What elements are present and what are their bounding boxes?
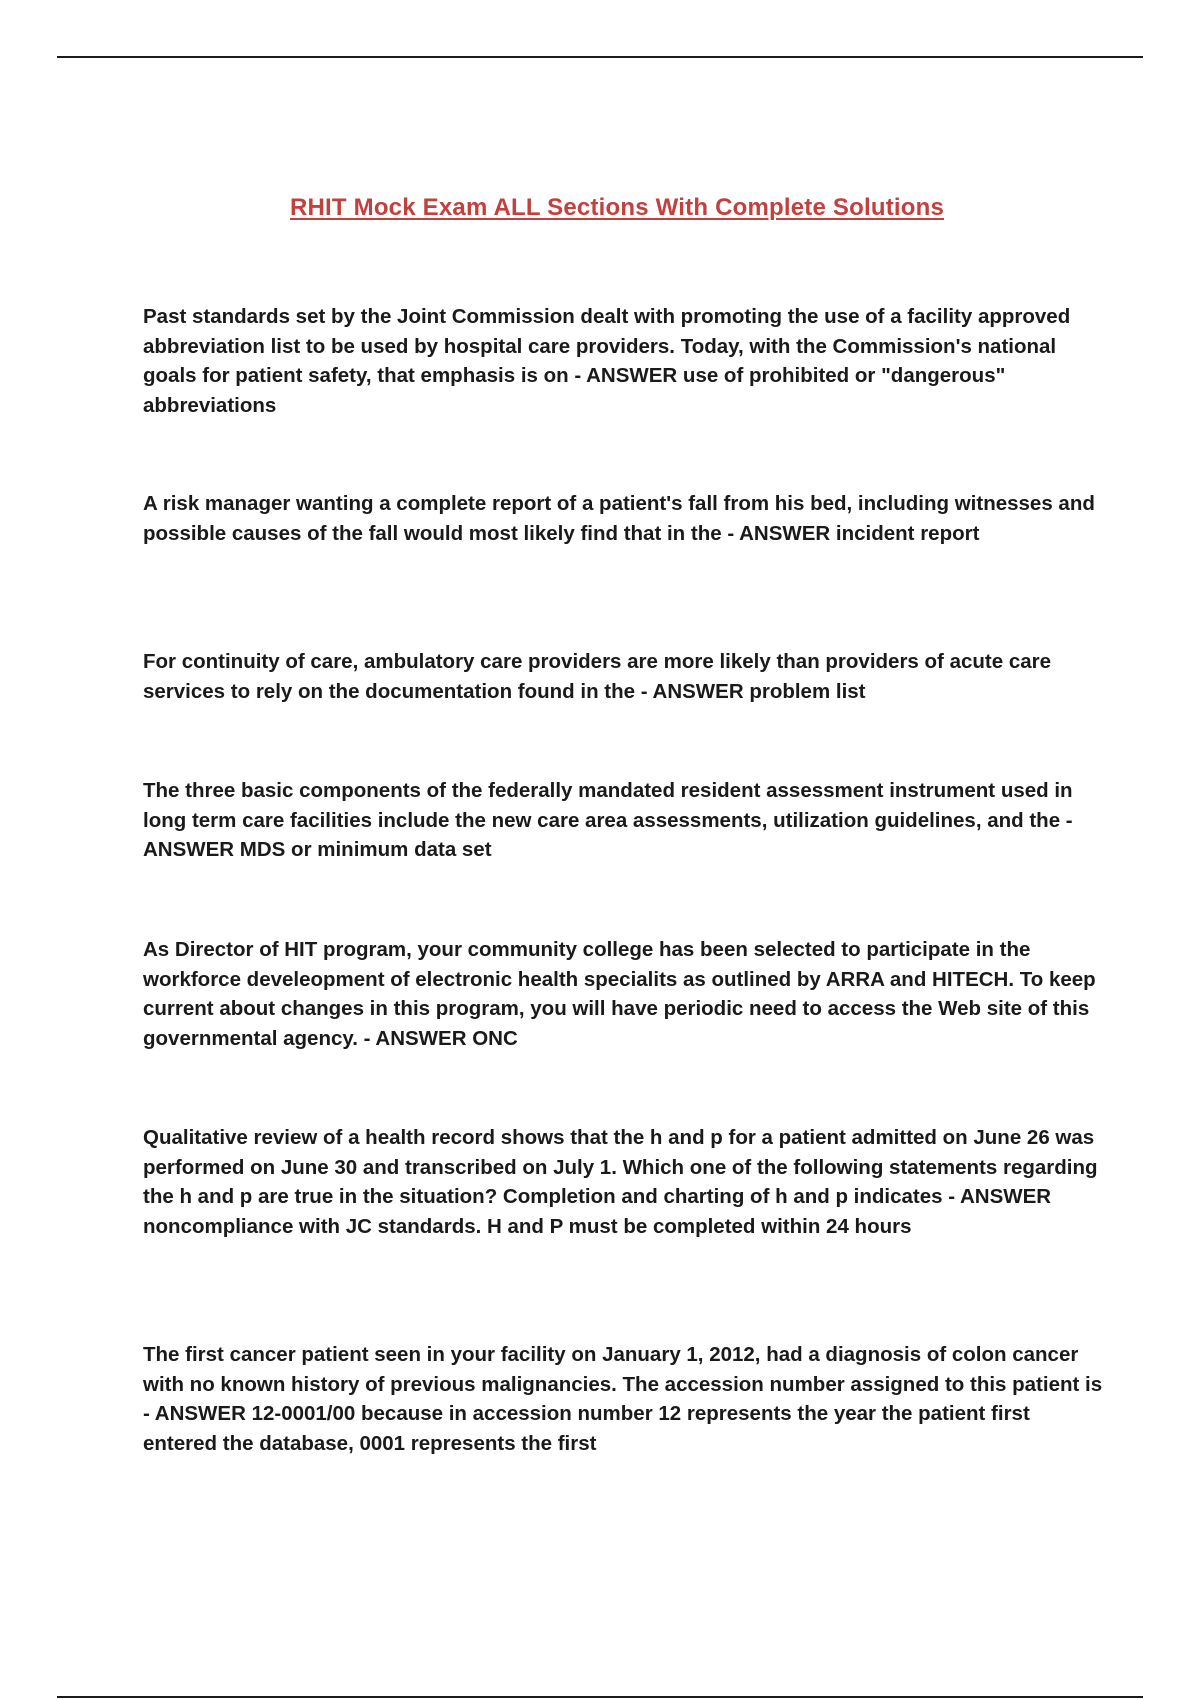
header-rule bbox=[57, 56, 1143, 58]
title-container bbox=[0, 194, 1200, 222]
document-title: RHIT Mock Exam ALL Sections With Complete Solutions bbox=[289, 194, 945, 221]
qa-item-6: Qualitative review of a health record shows that the h and p for a patient admitted on June 26 was performed on June 30 and transcribed on July 1. Which one of the following statements regarding the h and p are true in the situation? Completion and charting of h and p indicates - ANSWER noncompliance with JC standards. H and P must be completed within 24 hours bbox=[143, 1126, 1098, 1238]
qa-item-1: Past standards set by the Joint Commission dealt with promoting the use of a facility approved abbreviation list to be used by hospital care providers. Today, with the Commission's national goals for patient safety, that emphasis is on - ANSWER use of prohibited or "dangerous" abbreviations bbox=[143, 305, 1071, 417]
qa-item-5: As Director of HIT program, your community college has been selected to participate in the workforce develeopment of electronic health specialits as outlined by ARRA and HITECH. To keep current about changes in this program, you will have periodic need to access the Web site of this governmental agency. - ANSWER ONC bbox=[143, 938, 1096, 1050]
qa-item-7: The first cancer patient seen in your facility on January 1, 2012, had a diagnosis of colon cancer with no known history of previous malignancies. The accession number assigned to this patient is - ANSWER 12-0001/00 because in accession number 12 represents the year the patient first entered the database, 0001 represents the first bbox=[143, 1343, 1103, 1455]
footer-rule bbox=[57, 1696, 1143, 1698]
qa-item-3: For continuity of care, ambulatory care providers are more likely than providers of acute care services to rely on the documentation found in the - ANSWER problem list bbox=[143, 650, 1051, 703]
qa-item-4: The three basic components of the federally mandated resident assessment instrument used in long term care facilities include the new care area assessments, utilization guidelines, and the - ANSWER MDS or minimum data set bbox=[143, 779, 1073, 861]
qa-item-2: A risk manager wanting a complete report of a patient's fall from his bed, including witnesses and possible causes of the fall would most likely find that in the - ANSWER incident report bbox=[143, 492, 1095, 545]
